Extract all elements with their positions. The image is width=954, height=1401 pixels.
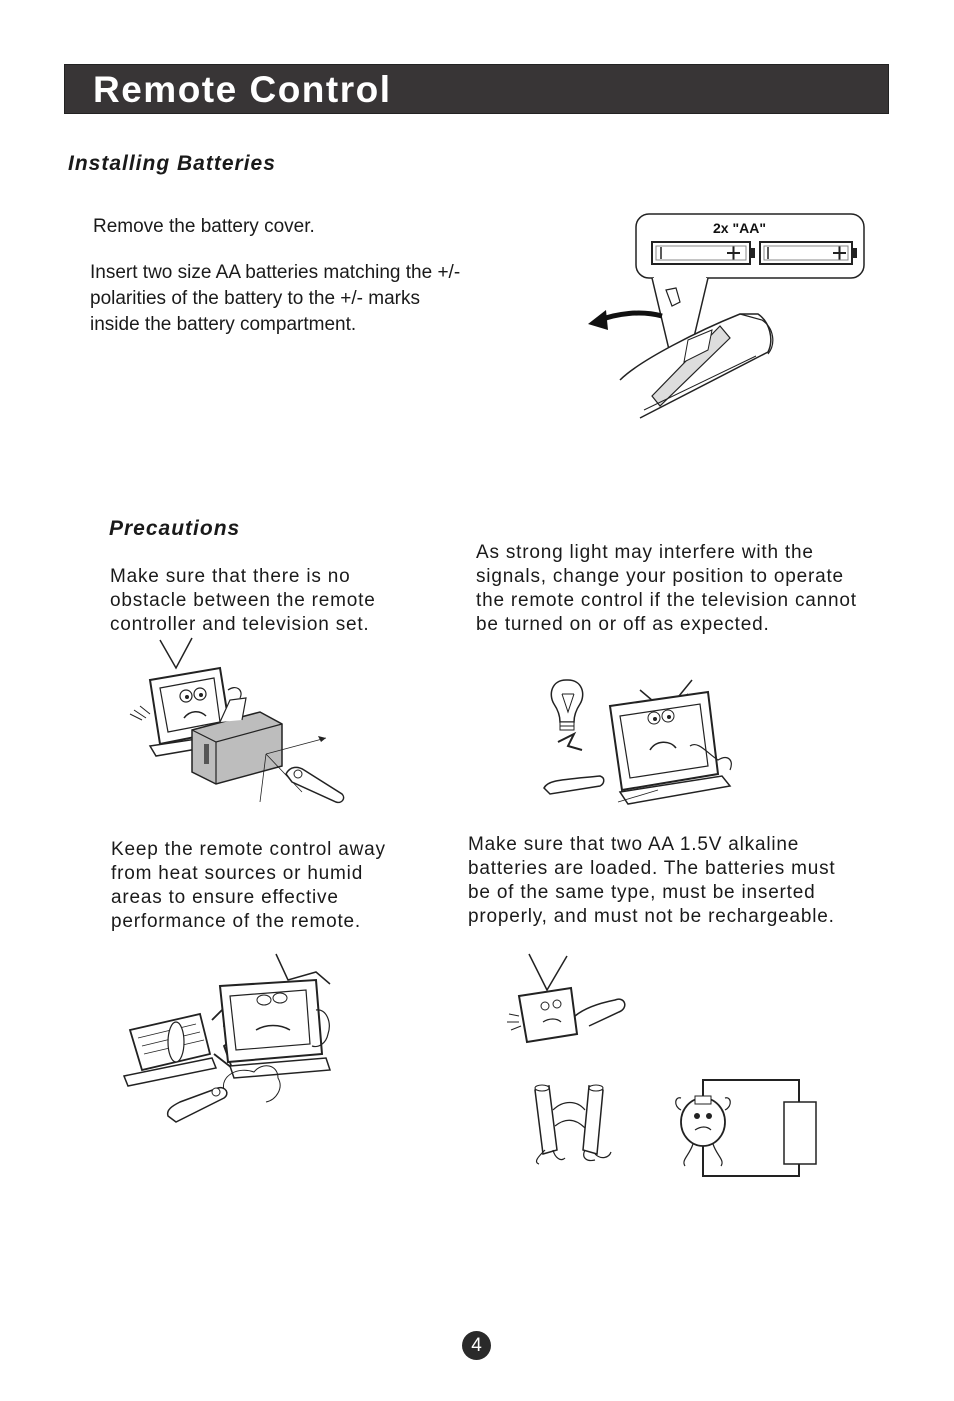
battery-install-illustration [580, 210, 870, 430]
tv-antenna-icon [529, 954, 567, 990]
precautions-heading: Precautions [109, 517, 241, 540]
installing-batteries-heading: Installing Batteries [68, 152, 276, 175]
tv-antenna-icon [160, 638, 192, 668]
battery-label: 2x "AA" [713, 220, 766, 236]
battery-icon [583, 1085, 611, 1161]
section-header-bar [64, 64, 889, 114]
battery-icon [652, 242, 755, 264]
step-remove-cover: Remove the battery cover. [93, 216, 315, 237]
obstacle-illustration [120, 634, 350, 804]
remote-control-icon [544, 776, 604, 794]
battery-types-illustration [505, 950, 835, 1180]
step-insert-batteries: Insert two size AA batteries matching the +/-polarities of the battery to the +/- marks inside the battery compartment. [90, 262, 461, 335]
page-title: Remote Control [93, 69, 392, 110]
strong-light-illustration [540, 670, 750, 810]
heat-source-illustration [120, 950, 350, 1135]
page-number: 4 [462, 1331, 491, 1360]
precaution-obstacle-text: Make sure that there is no obstacle between the remote controller and television set. [110, 566, 376, 635]
battery-icon [535, 1085, 565, 1164]
remove-direction-arrow [600, 313, 662, 320]
light-bulb-icon [551, 680, 582, 730]
precaution-heat-text: Keep the remote control away from heat sources or humid areas to ensure effective performance of the remote. [111, 839, 386, 932]
precaution-light-text: As strong light may interfere with the signals, change your position to operate the remote control if the television cannot be turned on or off as expected. [476, 542, 857, 635]
tv-icon [519, 988, 577, 1042]
precaution-batteries-text: Make sure that two AA 1.5V alkaline batteries are loaded. The batteries must be of the same type, must be inserted properly, and must not be rechargeable. [468, 834, 836, 927]
battery-icon [760, 242, 857, 264]
tv-antenna-icon [276, 954, 330, 984]
